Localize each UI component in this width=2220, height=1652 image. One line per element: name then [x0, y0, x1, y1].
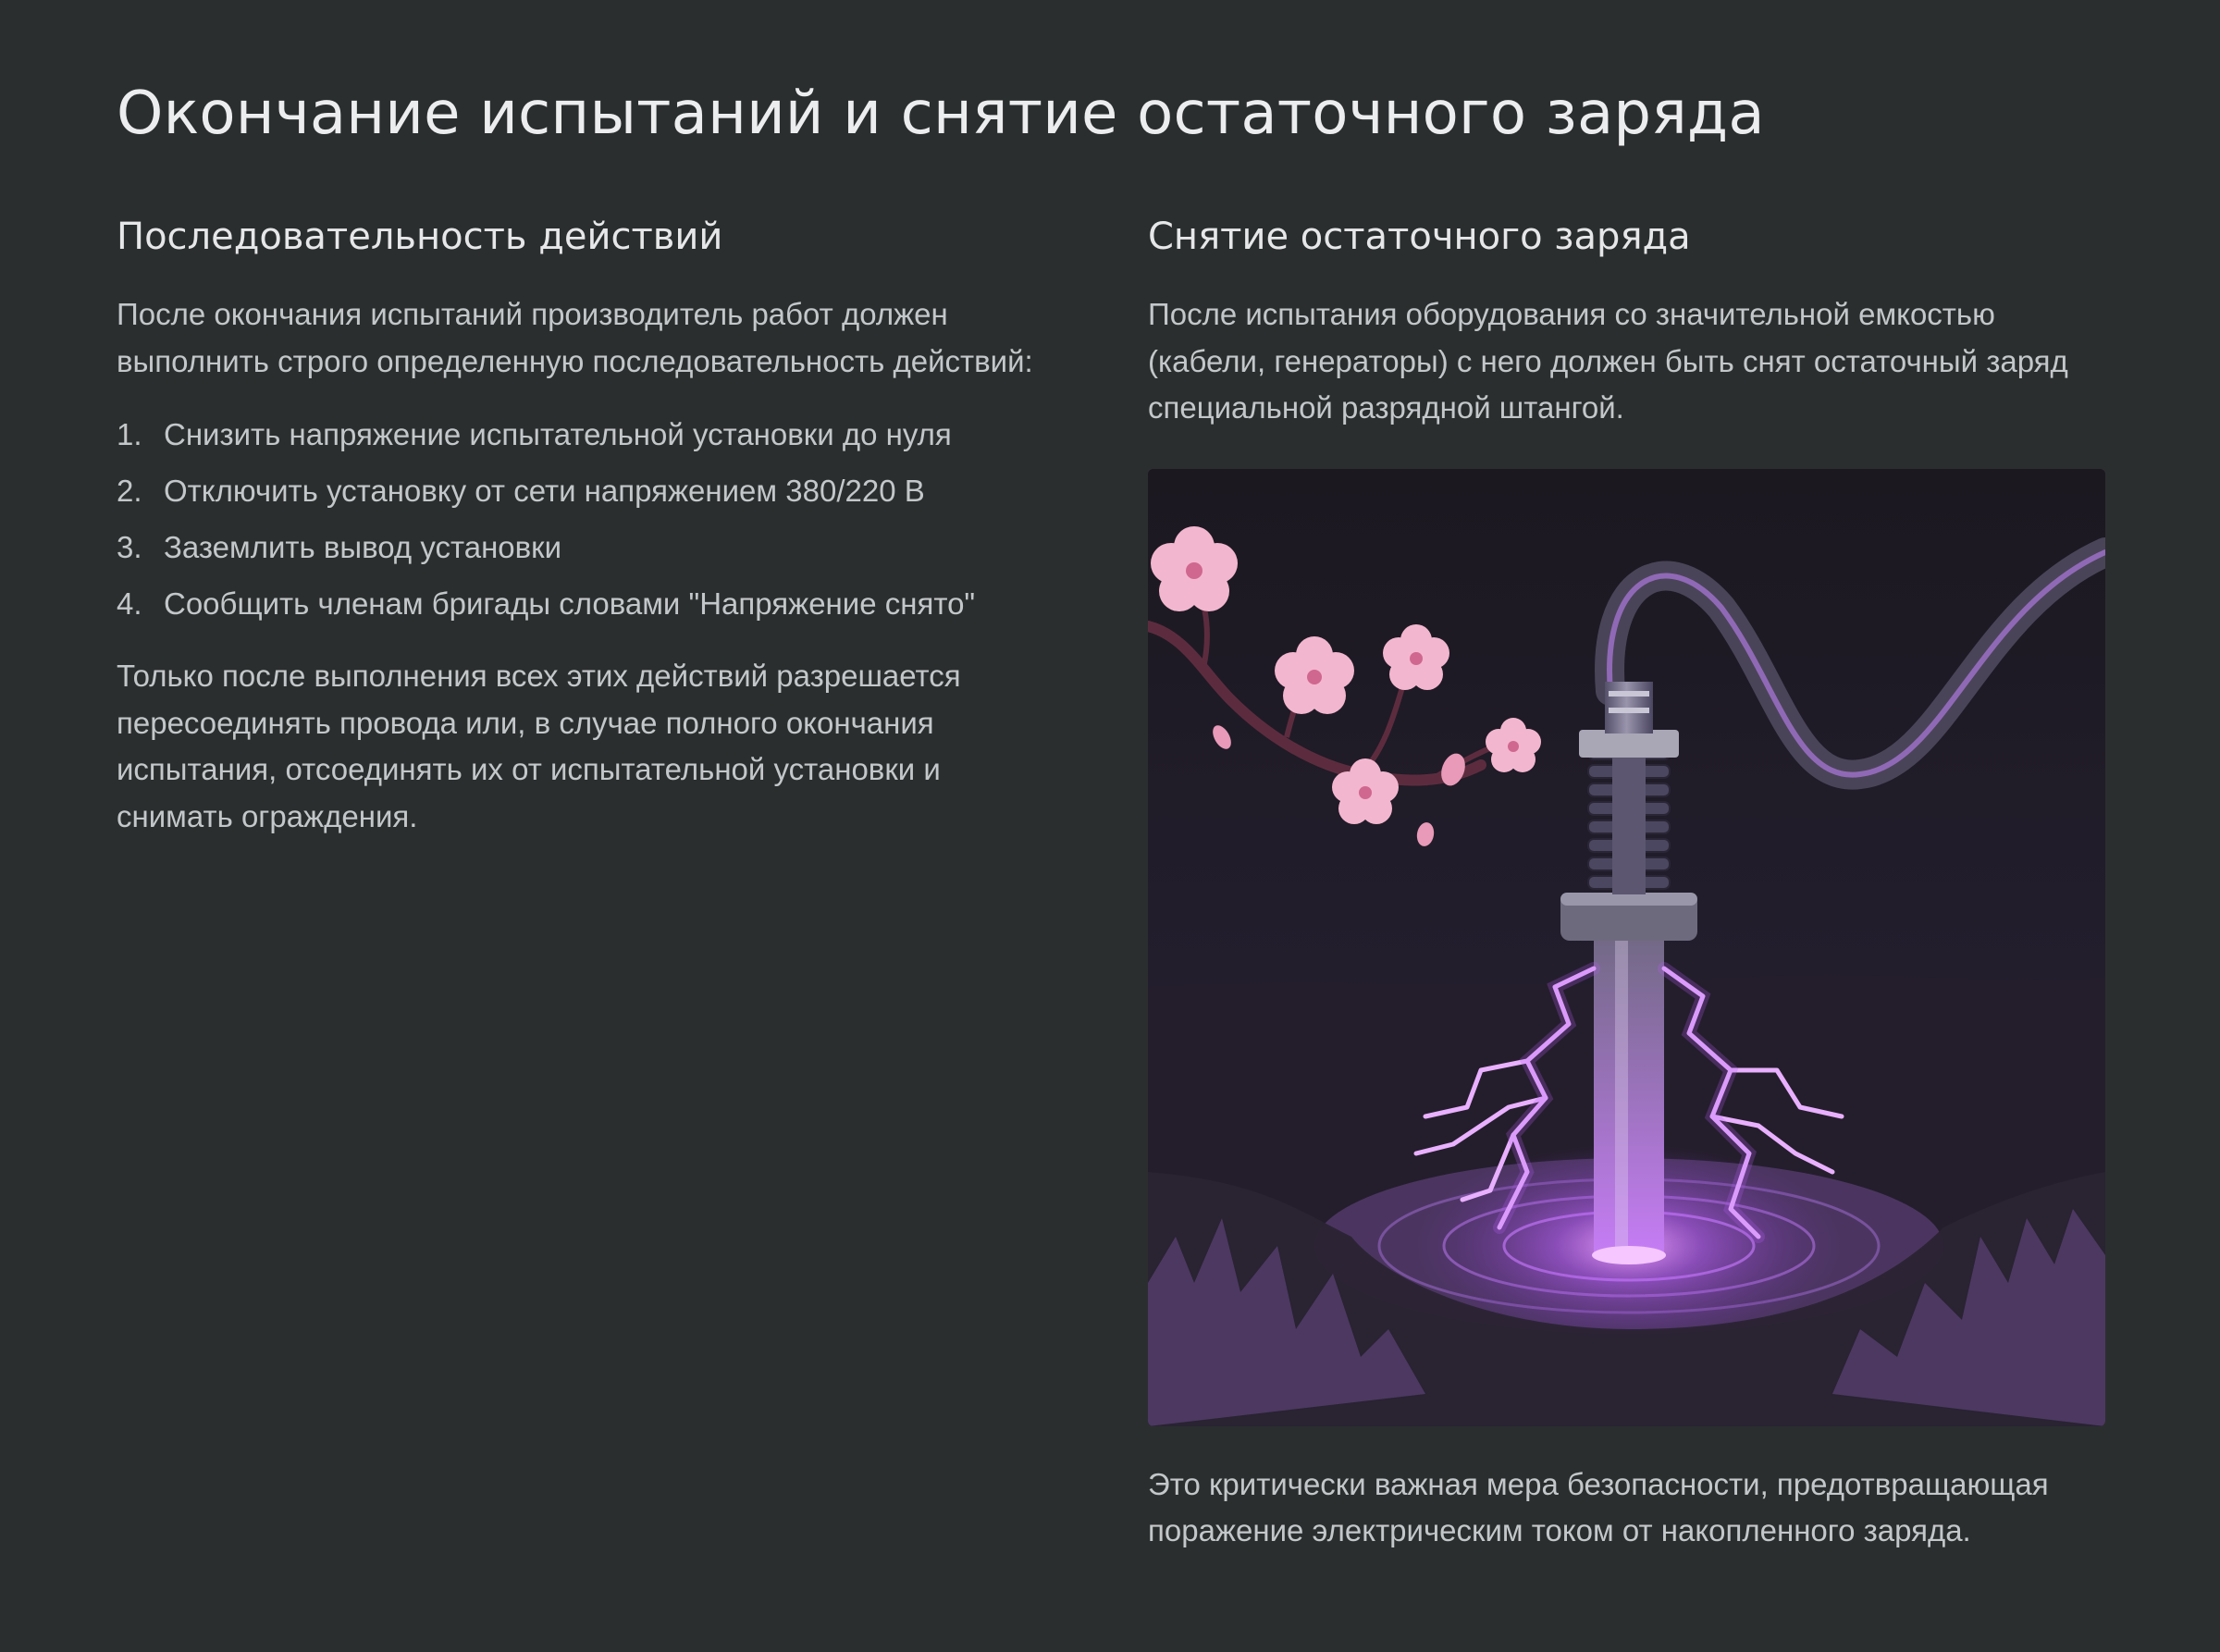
- step-text: Сообщить членам бригады словами "Напряжение снято": [164, 586, 976, 621]
- sequence-heading: Последовательность действий: [117, 216, 723, 258]
- discharge-section: [1148, 209, 2105, 1555]
- sequence-section: [117, 209, 1042, 840]
- list-item: [117, 575, 1042, 632]
- page-title: Окончание испытаний и снятие остаточного заряда: [117, 80, 1765, 148]
- discharge-outro: Это критически важная мера безопасности, предотвращающая поражение электрическим током от накопленного заряда.: [1148, 1466, 2049, 1547]
- step-number: 1.: [117, 417, 142, 451]
- step-number: 2.: [117, 474, 142, 508]
- rod-shaft: [1594, 922, 1664, 1255]
- rod-top-nut: [1579, 730, 1679, 758]
- step-number: 3.: [117, 530, 142, 564]
- step-text: Заземлить вывод установки: [164, 530, 562, 564]
- step-number: 4.: [117, 586, 142, 621]
- step-text: Отключить установку от сети напряжением 380/220 В: [164, 474, 925, 508]
- list-item: [117, 462, 1042, 519]
- discharge-intro: После испытания оборудования со значительной емкостью (кабели, генераторы) с него должен быть снят остаточный заряд специальной разрядной штангой.: [1148, 297, 2068, 425]
- discharge-heading: Снятие остаточного заряда: [1148, 216, 1691, 258]
- sequence-outro: Только после выполнения всех этих действий разрешается пересоединять провода или, в случае полного окончания испытания, отсоединять их от испытательной установки и снимать ограждения.: [117, 659, 961, 833]
- sequence-intro: После окончания испытаний производитель работ должен выполнить строго определенную последовательность действий:: [117, 297, 1033, 378]
- discharge-rod-illustration: [1148, 469, 2105, 1426]
- list-item: [117, 519, 1042, 575]
- steps-list: [117, 406, 1042, 632]
- list-item: [117, 406, 1042, 462]
- step-text: Снизить напряжение испытательной установки до нуля: [164, 417, 952, 451]
